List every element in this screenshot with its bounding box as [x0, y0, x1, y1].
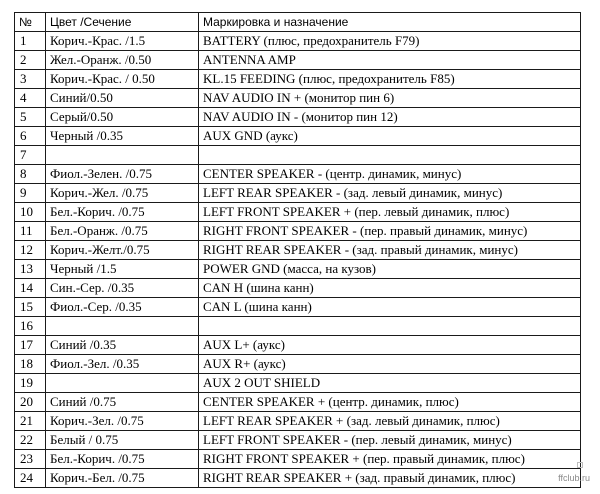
header-marking-purpose: Маркировка и назначение [199, 13, 581, 32]
table-row [15, 336, 581, 355]
cell-number: 8 [15, 165, 46, 184]
table-row [15, 127, 581, 146]
cell-number: 23 [15, 450, 46, 469]
cell-marking-purpose [199, 317, 581, 336]
cell-color-section: Корич.-Жел. /0.75 [46, 184, 199, 203]
table-row [15, 450, 581, 469]
table-row [15, 32, 581, 51]
table-row [15, 184, 581, 203]
cell-number: 3 [15, 70, 46, 89]
cell-number: 12 [15, 241, 46, 260]
cell-marking-purpose: ANTENNA AMP [199, 51, 581, 70]
cell-number: 6 [15, 127, 46, 146]
cell-marking-purpose: CAN L (шина канн) [199, 298, 581, 317]
table-row [15, 222, 581, 241]
cell-color-section: Корич.-Крас. /1.5 [46, 32, 199, 51]
cell-marking-purpose: CENTER SPEAKER + (центр. динамик, плюс) [199, 393, 581, 412]
table-row [15, 203, 581, 222]
cell-color-section: Синий /0.75 [46, 393, 199, 412]
cell-color-section: Жел.-Оранж. /0.50 [46, 51, 199, 70]
table-row [15, 70, 581, 89]
cell-marking-purpose: RIGHT FRONT SPEAKER + (пер. правый динамик, плюс) [199, 450, 581, 469]
cell-color-section: Корич.-Желт./0.75 [46, 241, 199, 260]
table-row [15, 431, 581, 450]
cell-color-section: Фиол.-Зел. /0.35 [46, 355, 199, 374]
cell-marking-purpose: LEFT REAR SPEAKER + (зад. левый динамик, плюс) [199, 412, 581, 431]
table-header-row [15, 13, 581, 32]
cell-number: 15 [15, 298, 46, 317]
cell-marking-purpose: AUX GND (аукс) [199, 127, 581, 146]
cell-color-section: Синий /0.35 [46, 336, 199, 355]
cell-color-section: Фиол.-Сер. /0.35 [46, 298, 199, 317]
cell-color-section: Белый / 0.75 [46, 431, 199, 450]
pinout-table [14, 12, 581, 488]
cell-marking-purpose: CAN H (шина канн) [199, 279, 581, 298]
table-row [15, 279, 581, 298]
cell-marking-purpose: AUX 2 OUT SHIELD [199, 374, 581, 393]
cell-number: 22 [15, 431, 46, 450]
table-row [15, 241, 581, 260]
cell-color-section [46, 146, 199, 165]
cell-number: 11 [15, 222, 46, 241]
cell-number: 5 [15, 108, 46, 127]
table-row [15, 469, 581, 488]
cell-number: 21 [15, 412, 46, 431]
table-row [15, 298, 581, 317]
table-body [15, 32, 581, 488]
table-row [15, 51, 581, 70]
cell-color-section: Синий/0.50 [46, 89, 199, 108]
cell-number: 16 [15, 317, 46, 336]
cell-number: 17 [15, 336, 46, 355]
cell-marking-purpose: AUX L+ (аукс) [199, 336, 581, 355]
cell-number: 19 [15, 374, 46, 393]
header-color-section: Цвет /Сечение [46, 13, 199, 32]
table-row [15, 393, 581, 412]
cell-marking-purpose: LEFT FRONT SPEAKER - (пер. левый динамик, минус) [199, 431, 581, 450]
cell-color-section: Корич.-Крас. / 0.50 [46, 70, 199, 89]
table-row [15, 89, 581, 108]
cell-number: 2 [15, 51, 46, 70]
table-row [15, 260, 581, 279]
page-corner-mark [577, 462, 583, 468]
table-row [15, 146, 581, 165]
cell-marking-purpose: CENTER SPEAKER - (центр. динамик, минус) [199, 165, 581, 184]
table-row [15, 317, 581, 336]
cell-marking-purpose: RIGHT REAR SPEAKER - (зад. правый динамик, минус) [199, 241, 581, 260]
table-row [15, 165, 581, 184]
table-row [15, 108, 581, 127]
cell-number: 4 [15, 89, 46, 108]
watermark: ffclub.ru [558, 473, 590, 483]
cell-number: 13 [15, 260, 46, 279]
cell-marking-purpose: RIGHT REAR SPEAKER + (зад. правый динамик, плюс) [199, 469, 581, 488]
cell-marking-purpose: LEFT REAR SPEAKER - (зад. левый динамик, минус) [199, 184, 581, 203]
cell-color-section: Бел.-Корич. /0.75 [46, 203, 199, 222]
cell-color-section: Фиол.-Зелен. /0.75 [46, 165, 199, 184]
cell-number: 18 [15, 355, 46, 374]
cell-color-section: Син.-Сер. /0.35 [46, 279, 199, 298]
table-row [15, 355, 581, 374]
cell-color-section: Серый/0.50 [46, 108, 199, 127]
cell-marking-purpose: RIGHT FRONT SPEAKER - (пер. правый динамик, минус) [199, 222, 581, 241]
cell-color-section: Бел.-Корич. /0.75 [46, 450, 199, 469]
cell-color-section: Корич.-Зел. /0.75 [46, 412, 199, 431]
cell-color-section [46, 317, 199, 336]
cell-number: 14 [15, 279, 46, 298]
header-number: № [15, 13, 46, 32]
cell-number: 1 [15, 32, 46, 51]
cell-marking-purpose: BATTERY (плюс, предохранитель F79) [199, 32, 581, 51]
cell-marking-purpose: NAV AUDIO IN - (монитор пин 12) [199, 108, 581, 127]
cell-marking-purpose: KL.15 FEEDING (плюс, предохранитель F85) [199, 70, 581, 89]
cell-number: 7 [15, 146, 46, 165]
cell-number: 9 [15, 184, 46, 203]
cell-color-section [46, 374, 199, 393]
cell-color-section: Корич.-Бел. /0.75 [46, 469, 199, 488]
cell-color-section: Бел.-Оранж. /0.75 [46, 222, 199, 241]
cell-color-section: Черный /1.5 [46, 260, 199, 279]
cell-marking-purpose: AUX R+ (аукс) [199, 355, 581, 374]
cell-number: 10 [15, 203, 46, 222]
cell-color-section: Черный /0.35 [46, 127, 199, 146]
table-row [15, 374, 581, 393]
cell-marking-purpose: POWER GND (масса, на кузов) [199, 260, 581, 279]
cell-number: 20 [15, 393, 46, 412]
table-row [15, 412, 581, 431]
cell-marking-purpose: NAV AUDIO IN + (монитор пин 6) [199, 89, 581, 108]
cell-marking-purpose [199, 146, 581, 165]
cell-marking-purpose: LEFT FRONT SPEAKER + (пер. левый динамик, плюс) [199, 203, 581, 222]
cell-number: 24 [15, 469, 46, 488]
